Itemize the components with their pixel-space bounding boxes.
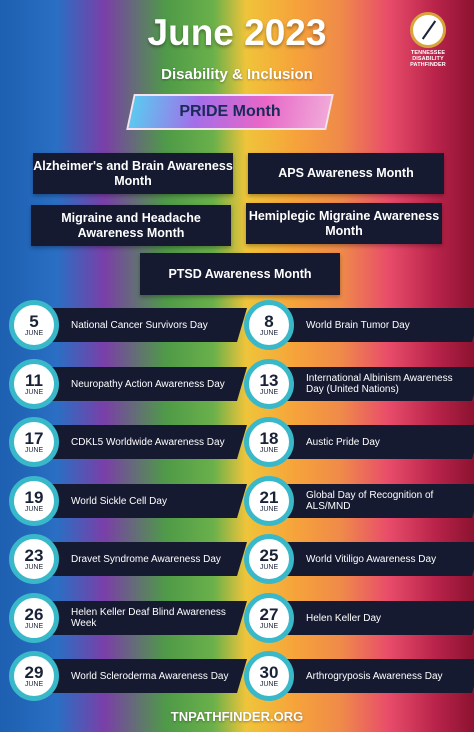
- day-item: [244, 300, 474, 350]
- day-label: Arthrogryposis Awareness Day: [306, 670, 443, 682]
- page-title: June 2023: [147, 12, 327, 53]
- day-label: World Sickle Cell Day: [71, 495, 167, 507]
- day-label: Helen Keller Deaf Blind Awareness Week: [71, 607, 226, 629]
- date-badge: [9, 300, 59, 350]
- month-box: Alzheimer's and Brain Awareness Month: [33, 153, 233, 194]
- day-item: [244, 651, 474, 701]
- date-number: 11: [25, 370, 43, 390]
- date-number: 5: [29, 311, 39, 331]
- date-month: JUNE: [24, 446, 44, 454]
- day-item: [244, 476, 474, 526]
- day-item: [9, 476, 249, 526]
- date-badge: [9, 359, 59, 409]
- day-item: [9, 300, 249, 350]
- day-item: [244, 593, 474, 643]
- pride-label: PRIDE Month: [179, 103, 281, 120]
- day-label: Austic Pride Day: [306, 436, 380, 448]
- day-item: [9, 417, 249, 467]
- footer-url: TNPATHFINDER.ORG: [170, 709, 304, 724]
- date-month: JUNE: [259, 622, 279, 630]
- day-label: Dravet Syndrome Awareness Day: [71, 553, 221, 565]
- date-month: JUNE: [24, 622, 44, 630]
- date-month: JUNE: [24, 563, 44, 571]
- date-month: JUNE: [24, 329, 44, 337]
- date-badge: [9, 593, 59, 643]
- page-subtitle: Disability & Inclusion: [161, 66, 313, 83]
- day-item: [9, 359, 249, 409]
- date-month: JUNE: [24, 680, 44, 688]
- date-month: JUNE: [24, 388, 44, 396]
- date-month: JUNE: [259, 446, 279, 454]
- date-number: 17: [24, 428, 44, 448]
- date-number: 13: [259, 370, 279, 390]
- day-item: [244, 359, 474, 409]
- date-badge: [244, 651, 294, 701]
- month-box: Migraine and Headache Awareness Month: [31, 205, 231, 246]
- month-box: Hemiplegic Migraine Awareness Month: [246, 203, 442, 244]
- day-label: Neuropathy Action Awareness Day: [71, 378, 225, 390]
- date-badge: [244, 417, 294, 467]
- date-badge: [9, 534, 59, 584]
- logo: [398, 12, 458, 70]
- day-item: [244, 417, 474, 467]
- date-badge: [9, 417, 59, 467]
- day-label: World Brain Tumor Day: [306, 319, 410, 331]
- date-number: 21: [259, 487, 279, 507]
- day-label: CDKL5 Worldwide Awareness Day: [71, 436, 225, 448]
- date-number: 23: [24, 545, 44, 565]
- date-number: 8: [264, 311, 274, 331]
- day-label: International Albinism Awareness Day (United Nations): [306, 373, 453, 395]
- date-badge: [244, 534, 294, 584]
- date-badge: [244, 300, 294, 350]
- date-month: JUNE: [259, 329, 279, 337]
- day-item: [244, 534, 474, 584]
- date-number: 26: [24, 604, 44, 624]
- date-number: 30: [259, 662, 279, 682]
- date-number: 25: [259, 545, 279, 565]
- date-badge: [9, 476, 59, 526]
- date-number: 18: [259, 428, 279, 448]
- date-badge: [244, 593, 294, 643]
- logo-text: TENNESSEE DISABILITY PATHFINDER: [410, 50, 446, 68]
- day-item: [9, 593, 249, 643]
- date-number: 27: [259, 604, 279, 624]
- date-month: JUNE: [259, 680, 279, 688]
- date-badge: [9, 651, 59, 701]
- date-month: JUNE: [259, 563, 279, 571]
- day-label: National Cancer Survivors Day: [71, 319, 208, 331]
- date-month: JUNE: [24, 505, 44, 513]
- date-badge: [244, 359, 294, 409]
- day-label: Helen Keller Day: [306, 612, 382, 624]
- day-label: World Scleroderma Awareness Day: [71, 670, 229, 682]
- compass-icon: [410, 12, 446, 48]
- month-box: APS Awareness Month: [248, 153, 444, 194]
- day-item: [9, 534, 249, 584]
- date-number: 29: [24, 662, 44, 682]
- day-label: Global Day of Recognition of ALS/MND: [306, 490, 434, 512]
- date-month: JUNE: [259, 388, 279, 396]
- day-label: World Vitiligo Awareness Day: [306, 553, 437, 565]
- day-item: [9, 651, 249, 701]
- date-badge: [244, 476, 294, 526]
- date-month: JUNE: [259, 505, 279, 513]
- date-number: 19: [24, 487, 44, 507]
- month-box: PTSD Awareness Month: [140, 253, 340, 295]
